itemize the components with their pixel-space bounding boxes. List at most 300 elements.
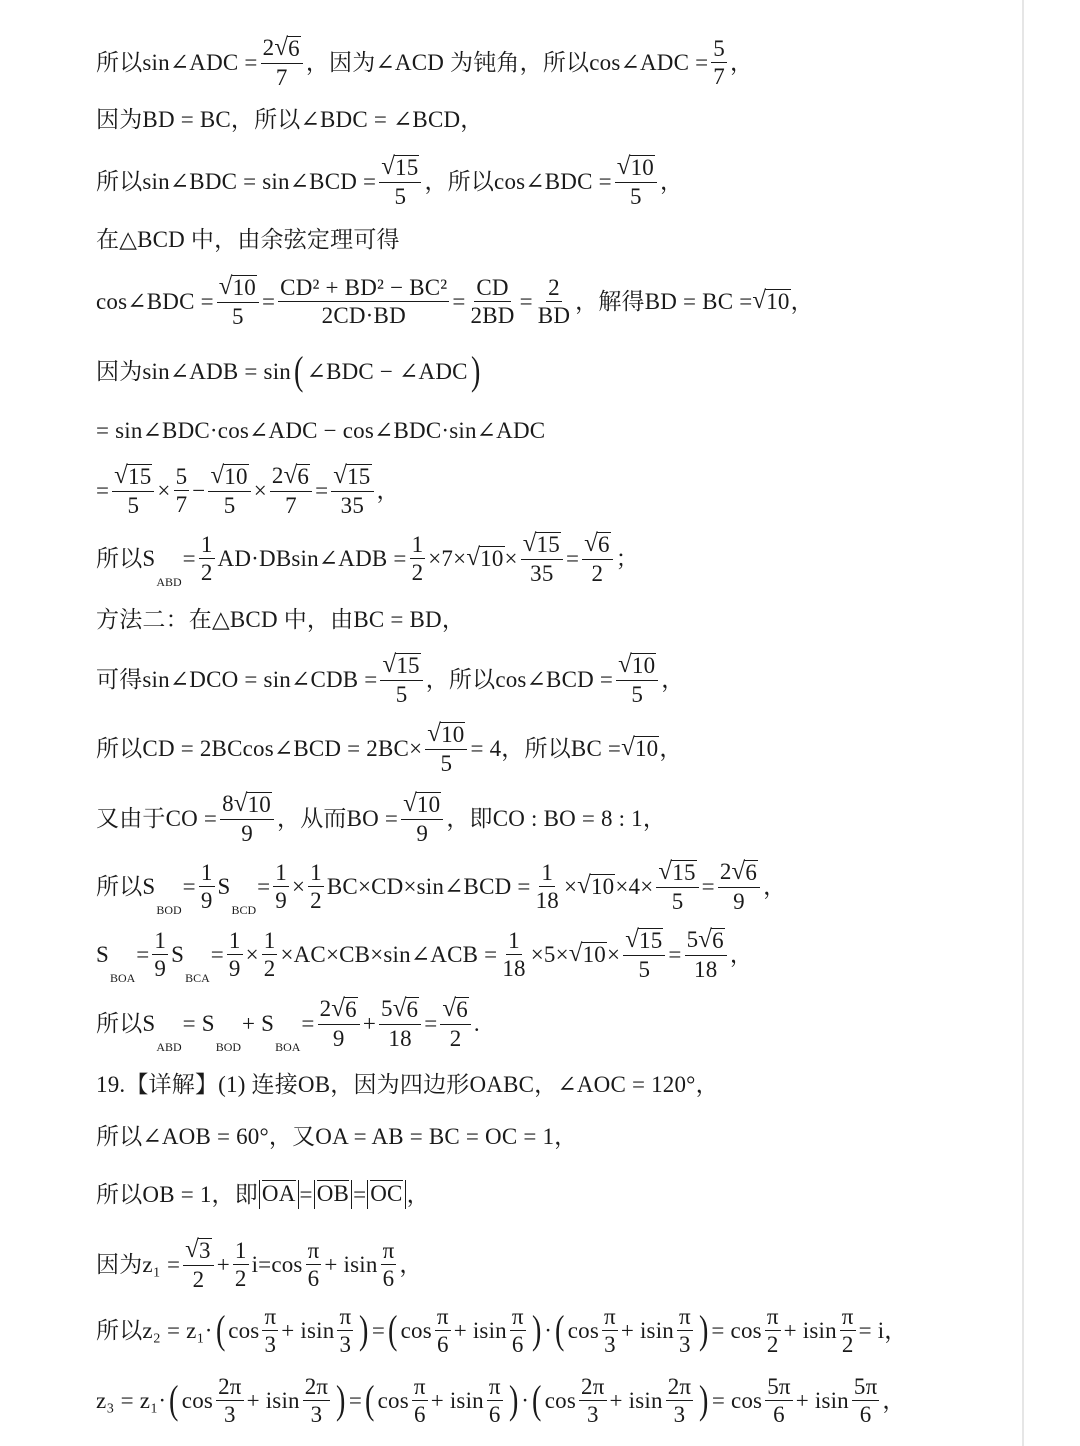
denominator <box>765 1331 781 1356</box>
numerator <box>506 929 522 955</box>
math-text: = <box>182 546 196 572</box>
fraction <box>262 929 278 980</box>
numerator <box>379 155 421 183</box>
math-text: 6 <box>511 1332 524 1357</box>
denominator <box>731 888 747 913</box>
solution-line <box>96 608 465 631</box>
vector: OC <box>370 1181 403 1206</box>
math-text: 2 <box>192 1267 205 1293</box>
fraction <box>536 276 572 327</box>
square-root <box>427 722 465 747</box>
fraction <box>711 37 727 88</box>
fraction <box>331 464 373 517</box>
radicand: 6 <box>297 464 310 489</box>
math-text: ×AC×CB×sin∠ACB = <box>280 942 498 968</box>
math-text: π <box>413 1374 426 1399</box>
math-text: 所以S <box>96 1011 156 1037</box>
square-root <box>569 942 607 967</box>
math-text: = 4，所以BC = <box>470 736 622 762</box>
square-root <box>382 653 420 678</box>
denominator <box>273 887 289 912</box>
numerator <box>510 1305 526 1331</box>
math-text: 9 <box>733 889 745 915</box>
numerator <box>685 928 727 956</box>
math-text: π <box>488 1374 501 1399</box>
math-text: = cos <box>711 1388 763 1413</box>
math-text: 2 <box>234 1266 247 1292</box>
solution-line <box>96 1375 906 1426</box>
fraction <box>261 36 303 89</box>
radicand: 10 <box>590 874 615 899</box>
numerator <box>539 861 555 887</box>
vector-magnitude <box>259 1180 299 1209</box>
denominator <box>636 956 652 981</box>
math-text: 2π <box>581 1374 605 1399</box>
math-text: 因为BD = BC，所以∠BDC = ∠BCD， <box>96 107 484 132</box>
fraction <box>616 653 658 706</box>
math-text: π <box>841 1304 854 1329</box>
solution-line <box>96 858 787 918</box>
numerator <box>412 1375 428 1401</box>
fraction <box>217 275 259 328</box>
math-text: = <box>261 289 276 315</box>
denominator <box>590 560 606 585</box>
square-root <box>698 928 725 953</box>
math-text: 在△BCD 中，由余弦定理可得 <box>96 227 400 252</box>
bracket: ) <box>531 1307 542 1353</box>
radical-sign: √ <box>233 790 248 817</box>
denominator <box>199 559 215 584</box>
fraction <box>379 997 421 1050</box>
math-text: ×7× <box>428 546 467 572</box>
math-text: = sin∠BDC·cos∠ADC − cos∠BDC·sin∠ADC <box>96 418 546 443</box>
math-text: 9 <box>200 888 213 914</box>
fraction <box>469 276 517 327</box>
fraction <box>112 464 154 517</box>
solution-line <box>96 1305 908 1356</box>
radical-sign: √ <box>625 926 640 953</box>
math-text: + isin <box>795 1388 849 1413</box>
denominator <box>711 63 727 88</box>
math-text: 5 <box>638 957 651 983</box>
solution-line <box>96 348 483 393</box>
math-text: × <box>607 942 621 968</box>
math-text: × <box>245 942 259 968</box>
square-root <box>333 464 371 489</box>
denominator <box>320 302 408 327</box>
math-text: 6 <box>382 1266 395 1292</box>
math-text: 1 <box>200 860 213 886</box>
math-text: 2 <box>200 560 213 586</box>
area-subscript: ABD <box>156 1040 182 1055</box>
fraction <box>278 276 449 327</box>
radical-sign: √ <box>381 153 396 180</box>
radicand: 10 <box>441 722 465 747</box>
math-text: BC×CD×sin∠BCD = <box>326 874 531 900</box>
numerator <box>440 997 471 1025</box>
denominator <box>230 303 246 328</box>
numerator <box>521 532 563 560</box>
denominator <box>174 491 190 516</box>
math-text: 3 <box>679 1332 691 1357</box>
numerator <box>217 275 259 303</box>
math-text: 3 <box>223 1402 236 1427</box>
fraction <box>208 464 250 517</box>
radicand: 10 <box>766 289 790 314</box>
math-text: ， <box>882 1388 906 1413</box>
math-text: 5 <box>671 889 684 915</box>
math-text: 5 <box>395 682 408 708</box>
math-text: 5 <box>175 464 188 490</box>
math-text: = <box>257 874 271 900</box>
math-text: π <box>339 1304 352 1329</box>
denominator <box>309 1401 325 1426</box>
area-subscript: BCA <box>185 971 210 986</box>
math-text: BD <box>537 303 571 329</box>
math-text: = <box>701 874 715 900</box>
radical-sign: √ <box>427 720 442 747</box>
denominator <box>858 1401 874 1426</box>
math-text: = <box>182 874 196 900</box>
radical-sign: √ <box>618 651 632 678</box>
math-text: = <box>348 1388 363 1413</box>
math-text: cos <box>400 1318 432 1343</box>
square-root <box>442 997 469 1022</box>
math-text: ，即CO : BO = 8 : 1， <box>446 806 667 832</box>
radical-sign: √ <box>658 858 673 885</box>
math-text: + isin <box>609 1388 663 1413</box>
math-text: × <box>157 478 171 504</box>
fraction <box>656 860 698 913</box>
denominator <box>125 492 141 517</box>
denominator <box>412 1401 428 1426</box>
numerator <box>602 1305 618 1331</box>
fraction <box>412 1375 428 1426</box>
solution-line <box>96 995 480 1055</box>
math-text: + isin <box>281 1318 335 1343</box>
math-text: 所以S <box>96 546 156 572</box>
solution-line <box>96 926 754 986</box>
fraction <box>615 155 657 208</box>
square-root <box>584 532 611 557</box>
math-text: ×5× <box>530 942 569 968</box>
numerator <box>656 860 698 888</box>
solution-line <box>96 155 683 208</box>
fraction <box>440 997 471 1050</box>
solution-line <box>96 228 400 251</box>
radicand: 10 <box>582 942 607 967</box>
fraction <box>381 1239 397 1290</box>
area-subscript: BOA <box>275 1040 301 1055</box>
radicand: 6 <box>745 860 758 885</box>
math-text: π <box>766 1304 779 1329</box>
numerator <box>199 861 215 887</box>
math-text: 18 <box>535 888 559 914</box>
numerator <box>840 1305 856 1331</box>
numerator <box>711 37 727 63</box>
square-root <box>274 36 301 61</box>
math-text: 19.【详解】(1) 连接OB，因为四边形OABC，∠AOC = 120°， <box>96 1072 719 1097</box>
math-text: AD·DBsin∠ADB = <box>217 546 407 572</box>
denominator <box>528 560 555 585</box>
math-text: ， <box>729 942 754 968</box>
denominator <box>239 820 255 845</box>
math-text: ， <box>763 874 787 900</box>
math-text: 3 <box>264 1332 277 1357</box>
area-subscript: BOA <box>110 971 136 986</box>
radicand: 10 <box>247 792 272 817</box>
math-text: ∠BDC − ∠ADC <box>306 358 468 384</box>
denominator <box>692 956 719 981</box>
numerator <box>623 928 665 956</box>
fraction <box>220 792 274 845</box>
math-text: = <box>371 1318 386 1343</box>
math-text: 2π <box>667 1374 692 1399</box>
math-text: 2π <box>218 1374 242 1399</box>
radicand: 15 <box>536 532 560 557</box>
math-text: cos <box>544 1388 577 1413</box>
numerator <box>199 533 215 559</box>
denominator <box>306 1265 322 1290</box>
radicand: 10 <box>630 155 655 180</box>
vector: OA <box>261 1181 296 1206</box>
radical-sign: √ <box>442 995 457 1022</box>
math-text: 7 <box>175 492 188 518</box>
numerator <box>718 860 760 888</box>
math-text: 5π <box>853 1374 878 1399</box>
numerator <box>261 36 303 64</box>
math-text: 6 <box>436 1332 449 1357</box>
math-text: = <box>96 478 110 504</box>
bracket: ( <box>365 1377 375 1423</box>
math-text: π <box>511 1304 524 1329</box>
denominator <box>677 1331 693 1356</box>
radicand: 15 <box>347 464 371 489</box>
fraction <box>425 722 467 775</box>
math-text: = <box>210 942 224 968</box>
math-text: 6 <box>488 1402 501 1427</box>
math-text: = <box>424 1011 438 1037</box>
numerator <box>616 653 658 681</box>
fraction <box>765 1375 793 1426</box>
math-text: 5π <box>767 1374 791 1399</box>
solution-line <box>96 1238 423 1291</box>
denominator <box>500 955 527 980</box>
radical-sign: √ <box>621 734 635 761</box>
radical-sign: √ <box>218 273 233 300</box>
radical-sign: √ <box>283 462 298 489</box>
bracket: ) <box>470 348 481 393</box>
bracket: ( <box>555 1307 565 1353</box>
math-text: = <box>315 478 329 504</box>
numerator <box>380 653 422 681</box>
fraction <box>579 1375 607 1426</box>
numerator <box>262 929 278 955</box>
square-root <box>732 860 759 885</box>
math-text: 2 <box>411 560 424 586</box>
denominator <box>629 681 645 706</box>
radicand: 6 <box>712 928 724 953</box>
math-text: 2 <box>262 35 275 60</box>
radical-sign: √ <box>584 530 598 557</box>
numerator <box>666 1375 694 1401</box>
math-text: S <box>217 874 231 900</box>
denominator <box>337 1331 353 1356</box>
numerator <box>216 1375 244 1401</box>
numerator <box>582 532 613 560</box>
solution-line <box>96 275 814 328</box>
area-subscript: BOD <box>215 1040 242 1055</box>
math-text: ； <box>615 546 639 572</box>
math-text: + isin <box>430 1388 484 1413</box>
fraction <box>410 533 426 584</box>
math-text: 18 <box>388 1026 412 1052</box>
math-text: 1 <box>275 860 287 886</box>
page-edge <box>1022 0 1024 1446</box>
numerator <box>152 929 168 955</box>
vector-magnitude <box>314 1180 352 1209</box>
math-text: 所以∠AOB = 60°，又OA = AB = BC = OC = 1， <box>96 1124 578 1149</box>
numerator <box>852 1375 880 1401</box>
math-text: × <box>504 546 518 572</box>
vector-magnitude <box>367 1180 405 1209</box>
denominator <box>672 1401 688 1426</box>
fraction <box>306 1239 322 1290</box>
square-root <box>466 546 504 571</box>
numerator <box>401 792 443 820</box>
radicand: 6 <box>345 997 357 1022</box>
fraction <box>379 155 421 208</box>
denominator <box>222 1401 238 1426</box>
denominator <box>670 888 686 913</box>
fraction <box>308 861 324 912</box>
math-text: ， <box>399 1252 423 1278</box>
math-text: · <box>544 1318 553 1343</box>
square-root <box>210 464 248 489</box>
square-root <box>658 860 696 885</box>
square-root <box>752 289 790 314</box>
math-text: ， <box>659 736 683 762</box>
math-text: 2 <box>271 463 284 488</box>
vector: OB <box>316 1181 350 1206</box>
fraction <box>227 929 243 980</box>
math-text: i=cos <box>251 1252 303 1278</box>
math-text: = <box>565 546 580 572</box>
denominator <box>191 1266 207 1291</box>
math-text: 1 <box>234 1238 247 1264</box>
bracket: ( <box>294 348 304 393</box>
math-text: π <box>679 1304 691 1329</box>
numerator <box>474 276 510 302</box>
math-text: = <box>136 942 150 968</box>
denominator <box>274 64 290 89</box>
math-text: 18 <box>694 957 718 983</box>
fraction <box>174 465 190 516</box>
math-text: 所以sin∠BDC = sin∠BCD = <box>96 169 377 195</box>
fraction <box>318 997 360 1050</box>
fraction <box>435 1305 451 1356</box>
radical-sign: √ <box>577 872 591 899</box>
math-text: 1 <box>541 860 554 886</box>
area-subscript: ABD <box>156 575 182 590</box>
math-text: 方法二：在△BCD 中，由BC = BD， <box>96 607 466 632</box>
math-text: 所以OB = 1，即 <box>96 1181 258 1207</box>
math-text: 35 <box>530 561 554 587</box>
denominator <box>233 1265 249 1290</box>
math-text: 5 <box>380 996 393 1021</box>
numerator <box>765 1305 781 1331</box>
denominator <box>392 183 408 208</box>
fraction <box>337 1305 353 1356</box>
bracket: ) <box>359 1307 369 1353</box>
radicand: 15 <box>128 464 152 489</box>
math-text: 2π <box>304 1374 329 1399</box>
numerator <box>174 465 190 491</box>
fraction <box>273 861 289 912</box>
math-text: ，从而BO = <box>277 806 399 832</box>
math-text: − <box>192 478 206 504</box>
square-root <box>625 928 663 953</box>
math-text: 5 <box>630 184 642 210</box>
numerator <box>487 1375 503 1401</box>
math-text: 1 <box>200 532 213 558</box>
fraction <box>840 1305 856 1356</box>
math-text: 2CD·BD <box>321 303 406 329</box>
denominator <box>510 1331 526 1356</box>
numerator <box>183 1238 214 1266</box>
radicand: 6 <box>597 532 610 557</box>
math-text: . <box>473 1011 480 1037</box>
fraction <box>602 1305 618 1356</box>
fraction <box>677 1305 693 1356</box>
bracket: ) <box>508 1377 519 1423</box>
math-text: + isin <box>453 1318 507 1343</box>
math-text: cos <box>228 1318 260 1343</box>
math-text: 2 <box>310 888 322 914</box>
fraction <box>152 929 168 980</box>
numerator <box>677 1305 693 1331</box>
solution-line <box>96 530 639 590</box>
numerator <box>208 464 250 492</box>
denominator <box>448 1025 464 1050</box>
fraction <box>666 1375 694 1426</box>
math-text: + <box>216 1252 230 1278</box>
denominator <box>435 1331 451 1356</box>
math-text: 5 <box>440 751 453 777</box>
math-text: π <box>382 1238 395 1264</box>
math-text: ， <box>376 478 400 504</box>
math-text: 9 <box>241 821 253 847</box>
math-text: 1 <box>310 860 322 886</box>
math-text: 7 <box>275 65 288 91</box>
math-text: 7 <box>713 64 725 90</box>
math-text: 18 <box>502 956 526 982</box>
math-text: 所以CD = 2BCcos∠BCD = 2BC× <box>96 736 423 762</box>
math-text: · <box>521 1388 530 1413</box>
math-text: 1 <box>228 928 241 954</box>
area-subscript: BCD <box>231 903 257 918</box>
math-text: 2 <box>841 1332 854 1357</box>
math-text: ， <box>406 1181 430 1207</box>
math-text: 3 <box>604 1332 616 1357</box>
math-text: 2 <box>319 996 332 1021</box>
math-text: 3 <box>339 1332 352 1357</box>
math-text: 5 <box>631 682 644 708</box>
math-text: π <box>436 1304 449 1329</box>
numerator <box>318 997 360 1025</box>
square-root <box>577 874 615 899</box>
math-text: 5 <box>232 304 244 330</box>
